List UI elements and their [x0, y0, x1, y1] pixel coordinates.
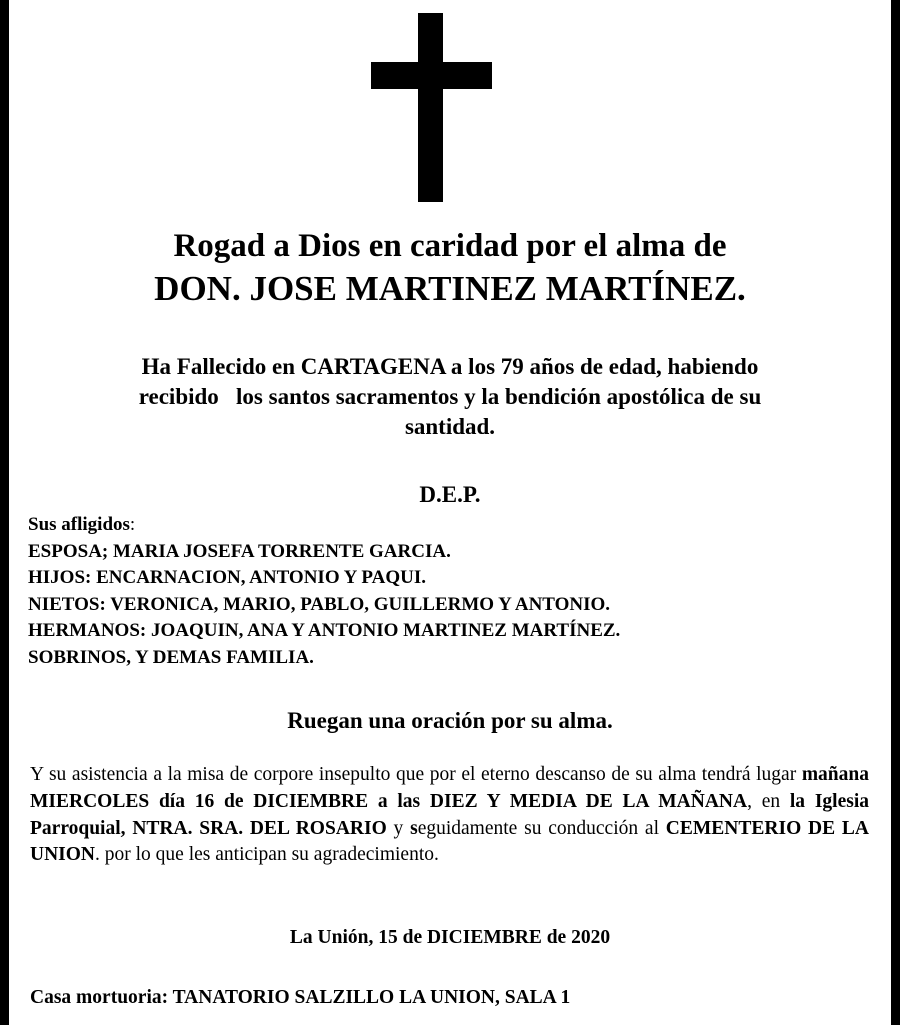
prayer-heading: Rogad a Dios en caridad por el alma de	[173, 228, 727, 264]
mourner-line-spouse: ESPOSA; MARIA JOSEFA TORRENTE GARCIA.	[28, 540, 451, 562]
cross-vertical-bar	[418, 13, 443, 202]
mass-bold-s: s	[410, 817, 418, 839]
dep-label: D.E.P.	[419, 482, 481, 507]
mass-text-5: . por lo que les anticipan su agradecimiento.	[95, 844, 439, 866]
mourners-list	[28, 512, 620, 671]
mourner-line-children: HIJOS: ENCARNACION, ANTONIO Y PAQUI.	[28, 567, 426, 588]
cross-icon	[0, 0, 900, 210]
mourners-lead	[28, 512, 620, 539]
mourners-lead-colon: :	[129, 514, 136, 535]
mourner-line-others: SOBRINOS, Y DEMAS FAMILIA.	[28, 646, 314, 668]
mass-date-time: mañana MIERCOLES día 16 de DICIEMBRE a las DIEZ Y MEDIA DE LA MAÑANA	[30, 764, 869, 812]
mass-text-4: eguidamente su conducción al	[417, 817, 666, 839]
prayer-request: Ruegan una oración por su alma.	[287, 708, 613, 733]
mass-details	[30, 762, 869, 869]
mourner-line-grandchildren: NIETOS: VERONICA, MARIO, PABLO, GUILLERMO Y ANTONIO.	[28, 593, 611, 615]
cross-horizontal-bar	[371, 62, 492, 89]
place-date-line: La Unión, 15 de DICIEMBRE de 2020	[289, 927, 611, 948]
mass-cemetery: CEMENTERIO DE LA UNION	[30, 817, 869, 866]
funeral-home-line: Casa mortuoria: TANATORIO SALZILLO LA UNION, SALA 1	[30, 987, 571, 1008]
death-announcement-line-2: recibido los santos sacramentos y la bendición apostólica de su	[138, 384, 762, 409]
mass-text-2: , en	[747, 790, 790, 812]
mourner-line-siblings: HERMANOS: JOAQUIN, ANA Y ANTONIO MARTINEZ MARTÍNEZ.	[28, 620, 621, 641]
mourners-lead-text: Sus afligidos	[28, 514, 130, 535]
death-announcement-line-1: Ha Fallecido en CARTAGENA a los 79 años de edad, habiendo	[141, 354, 759, 379]
mass-text-3: y	[386, 817, 411, 839]
mass-text-1: Y su asistencia a la misa de corpore insepulto que por el eterno descanso de su alma tendrá lugar	[30, 764, 802, 785]
death-announcement	[60, 352, 840, 442]
deceased-name: DON. JOSE MARTINEZ MARTÍNEZ.	[154, 269, 746, 308]
mass-church: la Iglesia Parroquial, NTRA. SRA. DEL ROSARIO	[30, 790, 869, 839]
death-announcement-line-3: santidad.	[404, 414, 496, 439]
